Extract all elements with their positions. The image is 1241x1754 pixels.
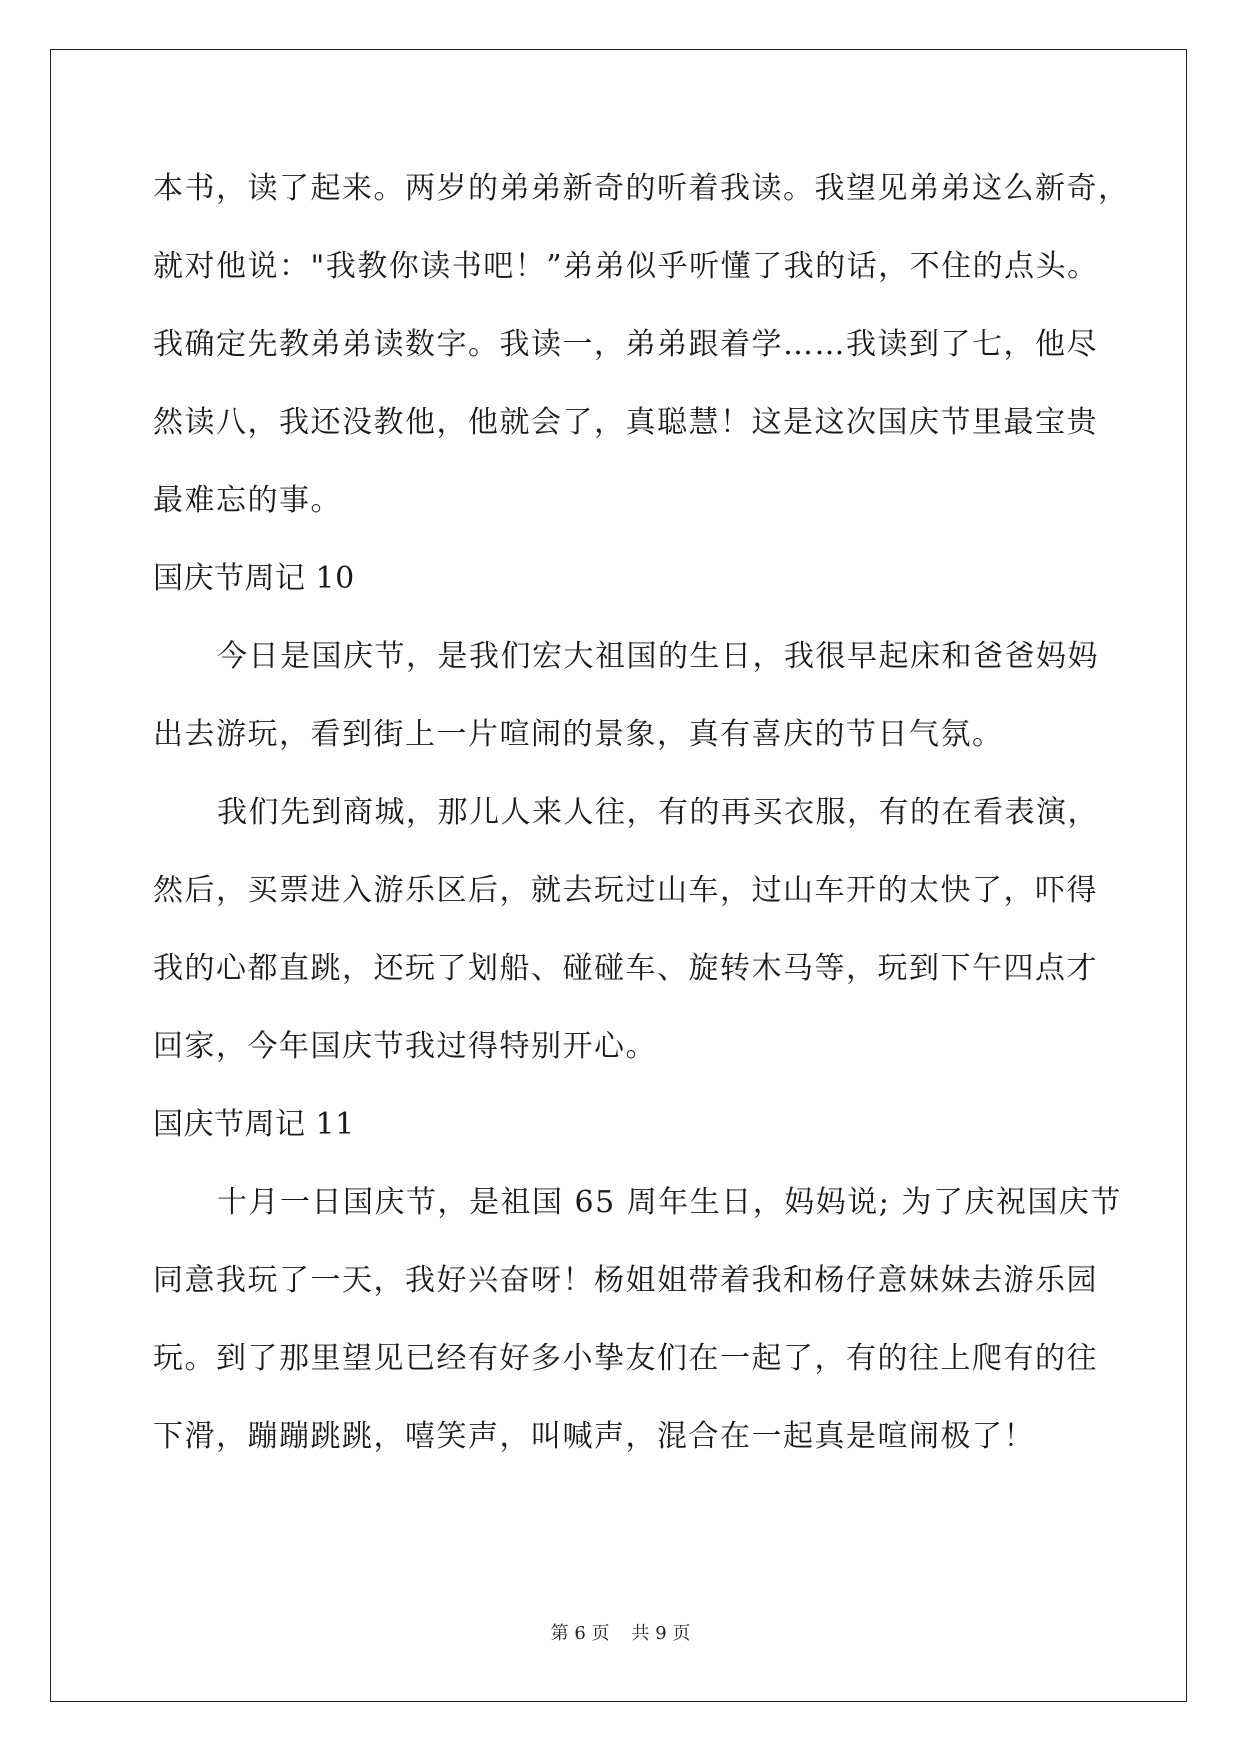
page-total: 共 9 页 — [631, 1623, 691, 1644]
paragraph-line: 下滑，蹦蹦跳跳，嘻笑声，叫喊声，混合在一起真是喧闹极了！ — [153, 1419, 1035, 1454]
section-heading: 国庆节周记 11 — [153, 1107, 355, 1142]
paragraph-line: 本书，读了起来。两岁的弟弟新奇的听着我读。我望见弟弟这么新奇， — [153, 171, 1130, 206]
paragraph-line: 同意我玩了一天，我好兴奋呀！杨姐姐带着我和杨仔意妹妹去游乐园 — [153, 1263, 1098, 1298]
paragraph-line: 出去游玩，看到街上一片喧闹的景象，真有喜庆的节日气氛。 — [153, 717, 1004, 752]
paragraph-line: 我的心都直跳，还玩了划船、碰碰车、旋转木马等，玩到下午四点才 — [153, 951, 1098, 986]
paragraph-line: 回家，今年国庆节我过得特别开心。 — [153, 1029, 657, 1064]
paragraph-line: 今日是国庆节，是我们宏大祖国的生日，我很早起床和爸爸妈妈 — [217, 639, 1099, 674]
paragraph-line: 最难忘的事。 — [153, 483, 342, 518]
document-body — [153, 150, 1130, 1476]
paragraph-line: 然读八，我还没教他，他就会了，真聪慧！这是这次国庆节里最宝贵 — [153, 405, 1098, 440]
paragraph-line: 就对他说："我教你读书吧！”弟弟似乎听懂了我的话，不住的点头。 — [153, 249, 1099, 284]
paragraph-line: 十月一日国庆节，是祖国 65 周年生日，妈妈说; 为了庆祝国庆节 — [217, 1185, 1122, 1220]
page-number: 第 6 页 — [550, 1623, 610, 1644]
section-heading: 国庆节周记 10 — [153, 561, 355, 596]
page-footer — [0, 1622, 1241, 1646]
paragraph-line: 我确定先教弟弟读数字。我读一，弟弟跟着学……我读到了七，他尽 — [153, 327, 1098, 362]
paragraph-line: 玩。到了那里望见已经有好多小挚友们在一起了，有的往上爬有的往 — [153, 1341, 1098, 1376]
paragraph-line: 然后，买票进入游乐区后，就去玩过山车，过山车开的太快了，吓得 — [153, 873, 1098, 908]
paragraph-line: 我们先到商城，那儿人来人往，有的再买衣服，有的在看表演， — [217, 795, 1099, 830]
